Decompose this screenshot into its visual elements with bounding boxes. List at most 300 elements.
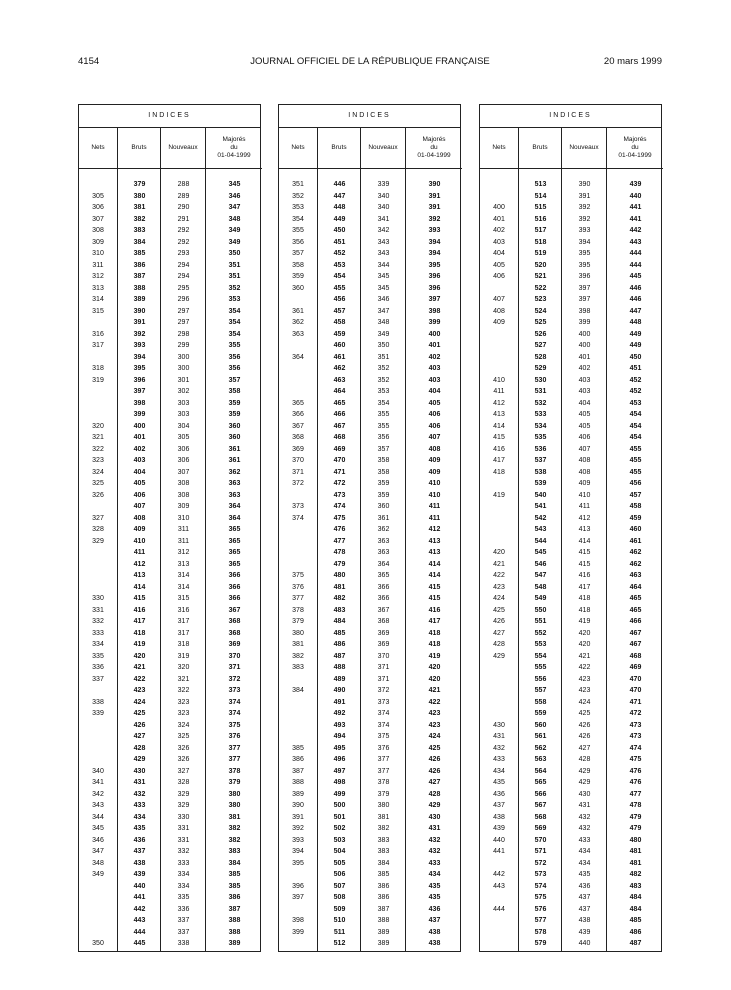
table-cell: 479 <box>629 813 642 821</box>
table-cell <box>279 731 317 743</box>
table-cell: 440 <box>493 836 505 844</box>
table-cell: 384 <box>377 859 390 867</box>
table-cell: 380 <box>133 192 146 200</box>
table-cell: 314 <box>177 583 190 591</box>
table-cell: 419 <box>578 618 591 625</box>
table-cell: 499 <box>333 790 346 798</box>
table-cell: 358 <box>228 388 241 395</box>
column-bruts <box>117 169 161 951</box>
table-cell: 538 <box>534 468 547 476</box>
table-cell: 536 <box>534 445 547 453</box>
table-cell <box>480 685 518 697</box>
table-cell: 417 <box>578 583 591 591</box>
table-cell: 378 <box>292 606 304 614</box>
table-cell: 564 <box>534 767 547 775</box>
table-cell: 387 <box>228 905 241 913</box>
table-cell: 368 <box>228 618 241 625</box>
table-cell: 543 <box>534 526 547 533</box>
table-cell: 496 <box>333 756 346 763</box>
table-cell: 359 <box>377 491 390 499</box>
table-cell: 384 <box>133 238 146 246</box>
table-cell <box>480 927 518 939</box>
table-cell: 427 <box>493 629 505 637</box>
table-cell: 449 <box>629 330 642 338</box>
table-cell: 393 <box>578 227 591 234</box>
table-cell: 393 <box>292 836 304 844</box>
column-bruts <box>317 169 361 951</box>
table-body <box>480 169 661 951</box>
table-cell <box>79 720 117 732</box>
column-majores <box>606 169 664 951</box>
table-cell: 386 <box>133 261 146 269</box>
table-cell: 311 <box>177 526 190 533</box>
table-cell: 415 <box>493 434 505 441</box>
table-cell: 383 <box>228 848 241 855</box>
table-cell: 406 <box>133 491 146 499</box>
table-cell: 523 <box>534 296 547 303</box>
table-cell: 405 <box>578 422 591 430</box>
table-cell <box>279 559 317 571</box>
table-cell: 376 <box>228 733 241 740</box>
table-cell: 436 <box>428 905 441 913</box>
table-cell: 451 <box>629 365 642 372</box>
table-cell: 372 <box>292 480 304 487</box>
table-cell: 531 <box>534 388 547 395</box>
table-cell: 449 <box>629 342 642 349</box>
table-cell: 467 <box>333 422 346 430</box>
table-cell: 367 <box>292 422 304 430</box>
table-cell: 474 <box>629 744 642 752</box>
table-cell: 407 <box>428 434 441 441</box>
table-cell: 346 <box>92 836 104 844</box>
table-cell: 466 <box>333 411 346 418</box>
table-cell: 403 <box>428 365 441 372</box>
table-cell: 311 <box>92 261 104 269</box>
table-cell: 294 <box>177 261 190 269</box>
table-cell: 334 <box>177 871 190 878</box>
table-cell: 360 <box>377 503 390 510</box>
table-cell: 373 <box>292 503 304 510</box>
table-cell: 378 <box>228 767 241 775</box>
table-cell <box>480 708 518 720</box>
table-cell: 294 <box>177 273 190 280</box>
table-cell: 552 <box>534 629 547 637</box>
table-cell: 426 <box>578 721 591 729</box>
table-cell: 350 <box>377 342 390 349</box>
table-cell: 412 <box>133 560 146 568</box>
column-header-nets: Nets <box>79 127 117 169</box>
table-cell: 380 <box>228 790 241 798</box>
table-cell: 459 <box>333 330 346 338</box>
table-cell: 398 <box>292 917 304 924</box>
table-cell: 304 <box>177 422 190 430</box>
table-cell: 364 <box>377 560 390 568</box>
table-cell: 396 <box>428 273 441 280</box>
table-cell: 382 <box>228 825 241 832</box>
table-cell: 430 <box>428 813 441 821</box>
table-cell: 397 <box>133 388 146 395</box>
table-cell: 427 <box>428 779 441 786</box>
column-nouveaux <box>561 169 607 951</box>
table-cell: 467 <box>629 629 642 637</box>
table-cell: 398 <box>578 307 591 315</box>
table-cell: 419 <box>133 641 146 648</box>
table-cell: 466 <box>629 618 642 625</box>
table-cell: 337 <box>92 675 104 683</box>
column-header-nouveaux: Nouveaux <box>360 127 405 169</box>
table-cell: 331 <box>92 606 104 614</box>
table-cell: 509 <box>333 905 346 913</box>
table-cell: 371 <box>292 468 304 476</box>
table-cell: 567 <box>534 802 547 809</box>
table-cell: 397 <box>428 296 441 303</box>
table-cell: 388 <box>228 917 241 924</box>
table-cell: 396 <box>292 882 304 890</box>
table-cell: 314 <box>92 296 104 303</box>
table-cell: 439 <box>493 825 505 832</box>
table-cell <box>79 352 117 364</box>
table-cell <box>480 283 518 295</box>
table-cell: 574 <box>534 882 547 890</box>
table-cell: 373 <box>228 687 241 694</box>
table-cell: 369 <box>292 445 304 453</box>
table-cell: 416 <box>493 445 505 453</box>
table-cell <box>480 340 518 352</box>
table-cell: 436 <box>133 836 146 844</box>
table-cell <box>480 329 518 341</box>
table-cell: 345 <box>377 273 390 280</box>
table-cell: 428 <box>493 641 505 648</box>
table-cell: 423 <box>428 721 441 729</box>
table-cell: 444 <box>629 250 642 257</box>
table-cell: 424 <box>428 733 441 740</box>
table-cell: 419 <box>428 652 441 660</box>
column-header-nets: Nets <box>480 127 518 169</box>
table-cell: 429 <box>578 779 591 786</box>
table-cell: 438 <box>493 813 505 821</box>
table-cell <box>79 547 117 559</box>
table-cell: 388 <box>377 917 390 924</box>
column-header-bruts: Bruts <box>518 127 561 169</box>
table-cell: 326 <box>92 491 104 499</box>
table-cell: 354 <box>228 319 241 326</box>
table-cell: 456 <box>333 296 346 303</box>
table-cell: 413 <box>578 526 591 533</box>
table-cell: 445 <box>133 940 146 947</box>
table-cell: 387 <box>133 273 146 280</box>
table-cell: 345 <box>228 181 241 188</box>
table-cell: 337 <box>177 928 190 936</box>
table-cell: 392 <box>428 215 441 223</box>
table-cell: 414 <box>133 583 146 591</box>
table-cell: 377 <box>228 744 241 752</box>
table-cell: 440 <box>578 940 591 947</box>
table-cell <box>79 398 117 410</box>
table-cell: 485 <box>333 629 346 637</box>
table-body <box>79 169 260 951</box>
table-cell: 453 <box>629 399 642 407</box>
table-cell: 366 <box>228 583 241 591</box>
table-cell: 455 <box>629 457 642 464</box>
table-cell: 443 <box>133 917 146 924</box>
table-cell: 353 <box>377 388 390 395</box>
table-cell: 522 <box>534 284 547 292</box>
table-cell <box>79 501 117 513</box>
table-cell: 434 <box>578 859 591 867</box>
table-cell: 501 <box>333 813 346 821</box>
table-cell: 402 <box>493 227 505 234</box>
table-cell: 557 <box>534 687 547 694</box>
table-cell: 381 <box>133 204 146 211</box>
table-cell: 365 <box>228 549 241 556</box>
table-cell: 339 <box>377 181 390 188</box>
table-cell: 415 <box>578 560 591 568</box>
table-cell: 393 <box>428 227 441 234</box>
table-cell: 481 <box>333 583 346 591</box>
table-cell: 439 <box>133 871 146 878</box>
table-cell: 420 <box>133 652 146 660</box>
page-header <box>78 56 662 70</box>
table-cell: 376 <box>377 744 390 752</box>
column-header-bruts: Bruts <box>317 127 360 169</box>
table-cell: 387 <box>377 905 390 913</box>
table-cell: 329 <box>177 802 190 809</box>
table-cell: 479 <box>333 560 346 568</box>
table-cell: 330 <box>92 595 104 602</box>
table-cell: 420 <box>578 641 591 648</box>
table-cell: 502 <box>333 825 346 832</box>
table-cell: 429 <box>133 756 146 763</box>
table-cell: 400 <box>133 422 146 430</box>
table-cell: 385 <box>377 871 390 878</box>
table-cell: 415 <box>428 595 441 602</box>
table-cell: 465 <box>629 595 642 602</box>
table-cell: 353 <box>228 296 241 303</box>
table-cell: 485 <box>629 917 642 924</box>
table-cell: 365 <box>377 572 390 579</box>
table-cell: 326 <box>177 744 190 752</box>
table-cell: 307 <box>92 215 104 223</box>
table-cell: 351 <box>228 273 241 280</box>
table-cell: 465 <box>629 606 642 614</box>
table-cell: 426 <box>133 721 146 729</box>
table-cell: 353 <box>292 204 304 211</box>
table-cell: 352 <box>228 284 241 292</box>
table-cell: 363 <box>377 549 390 556</box>
table-cell: 475 <box>333 514 346 522</box>
table-cell: 395 <box>578 261 591 269</box>
table-cell: 402 <box>578 365 591 372</box>
table-cell: 411 <box>578 503 591 510</box>
table-cell: 344 <box>92 813 104 821</box>
table-cell <box>279 938 317 950</box>
table-cell: 409 <box>133 526 146 533</box>
table-cell: 389 <box>377 940 390 947</box>
table-cell: 575 <box>534 894 547 901</box>
table-cell: 546 <box>534 560 547 568</box>
table-cell: 354 <box>228 307 241 315</box>
table-cell: 350 <box>228 250 241 257</box>
table-cell: 458 <box>629 503 642 510</box>
table-cell <box>480 524 518 536</box>
table-cell: 351 <box>292 181 304 188</box>
table-cell: 401 <box>493 215 505 223</box>
column-nets <box>480 169 518 951</box>
table-cell: 318 <box>177 641 190 648</box>
table-cell: 432 <box>133 790 146 798</box>
table-cell: 404 <box>493 250 505 257</box>
table-cell: 430 <box>133 767 146 775</box>
table-cell: 578 <box>534 928 547 936</box>
table-cell: 455 <box>333 284 346 292</box>
table-cell: 470 <box>333 457 346 464</box>
table-cell: 455 <box>629 445 642 453</box>
table-cell: 427 <box>578 744 591 752</box>
table-cell: 394 <box>578 238 591 246</box>
table-cell: 489 <box>333 675 346 683</box>
table-cell: 488 <box>333 664 346 671</box>
table-cell: 341 <box>377 215 390 223</box>
table-cell: 337 <box>177 917 190 924</box>
table-cell: 398 <box>428 307 441 315</box>
table-cell: 436 <box>493 790 505 798</box>
table-cell: 316 <box>177 606 190 614</box>
table-cell: 437 <box>578 894 591 901</box>
table-cell: 406 <box>578 434 591 441</box>
table-title: INDICES <box>79 105 260 128</box>
table-cell: 370 <box>377 652 390 660</box>
table-cell: 435 <box>493 779 505 786</box>
table-cell: 401 <box>428 342 441 349</box>
table-cell: 376 <box>292 583 304 591</box>
table-cell: 382 <box>133 215 146 223</box>
table-cell: 414 <box>578 537 591 545</box>
table-cell: 390 <box>133 307 146 315</box>
table-cell: 436 <box>578 882 591 890</box>
table-cell: 415 <box>578 549 591 556</box>
table-cell: 461 <box>333 353 346 361</box>
table-cell: 361 <box>228 445 241 453</box>
table-cell: 372 <box>377 687 390 694</box>
table-cell: 420 <box>428 664 441 671</box>
page-number: 4154 <box>78 56 100 67</box>
table-cell: 450 <box>629 353 642 361</box>
table-cell: 494 <box>333 733 346 740</box>
table-cell: 319 <box>92 376 104 384</box>
indices-table-1 <box>78 104 261 952</box>
table-cell: 478 <box>333 549 346 556</box>
table-cell: 475 <box>629 756 642 763</box>
table-cell <box>279 340 317 352</box>
table-cell: 433 <box>578 836 591 844</box>
column-header-nets: Nets <box>279 127 317 169</box>
table-cell: 391 <box>428 192 441 200</box>
table-cell: 338 <box>177 940 190 947</box>
table-cell: 292 <box>177 238 190 246</box>
table-cell: 385 <box>133 250 146 257</box>
table-cell: 374 <box>228 698 241 706</box>
table-cell <box>279 536 317 548</box>
table-cell: 411 <box>428 514 441 522</box>
table-cell: 433 <box>493 756 505 763</box>
table-cell: 482 <box>629 871 642 878</box>
table-cell: 290 <box>177 204 190 211</box>
table-cell: 462 <box>629 549 642 556</box>
table-cell <box>79 582 117 594</box>
table-cell: 414 <box>428 572 441 579</box>
table-cell: 366 <box>377 595 390 602</box>
table-cell: 379 <box>133 181 146 188</box>
table-cell: 374 <box>228 710 241 717</box>
table-cell: 394 <box>428 250 441 257</box>
table-cell: 390 <box>578 181 591 188</box>
table-cell: 403 <box>578 388 591 395</box>
table-cell <box>279 490 317 502</box>
table-cell: 558 <box>534 698 547 706</box>
table-cell: 346 <box>377 296 390 303</box>
table-cell: 473 <box>629 733 642 740</box>
table-cell: 520 <box>534 261 547 269</box>
table-cell: 386 <box>292 756 304 763</box>
table-cell: 388 <box>292 779 304 786</box>
table-cell: 418 <box>493 468 505 476</box>
table-cell: 377 <box>377 756 390 763</box>
table-cell: 377 <box>377 767 390 775</box>
column-nouveaux <box>160 169 206 951</box>
table-cell: 442 <box>493 871 505 878</box>
table-cell: 430 <box>578 790 591 798</box>
table-cell: 410 <box>493 376 505 384</box>
table-cell: 562 <box>534 744 547 752</box>
table-cell: 455 <box>629 468 642 476</box>
table-cell: 411 <box>493 388 505 395</box>
table-cell: 517 <box>534 227 547 234</box>
table-cell: 428 <box>133 744 146 752</box>
table-cell: 352 <box>377 376 390 384</box>
table-cell: 464 <box>629 583 642 591</box>
table-cell: 434 <box>578 848 591 855</box>
table-cell: 503 <box>333 836 346 844</box>
table-cell: 322 <box>177 687 190 694</box>
table-cell <box>79 904 117 916</box>
table-cell: 385 <box>292 744 304 752</box>
table-cell: 331 <box>177 836 190 844</box>
table-cell: 357 <box>377 445 390 453</box>
table-cell: 463 <box>333 376 346 384</box>
table-cell: 440 <box>133 882 146 890</box>
table-cell: 380 <box>377 802 390 809</box>
table-cell: 293 <box>177 250 190 257</box>
table-cell: 405 <box>493 261 505 269</box>
table-cell: 355 <box>377 411 390 418</box>
table-cell <box>480 191 518 203</box>
table-cell: 289 <box>177 192 190 200</box>
table-cell: 358 <box>377 468 390 476</box>
table-cell: 423 <box>428 710 441 717</box>
table-cell: 401 <box>133 434 146 441</box>
table-cell: 395 <box>133 365 146 372</box>
table-cell: 400 <box>578 330 591 338</box>
table-cell: 310 <box>177 514 190 522</box>
table-cell: 441 <box>133 894 146 901</box>
table-cell: 437 <box>133 848 146 855</box>
table-cell: 367 <box>228 606 241 614</box>
table-cell <box>480 501 518 513</box>
table-cell: 317 <box>177 629 190 637</box>
table-cell: 492 <box>333 710 346 717</box>
table-cell <box>480 513 518 525</box>
table-cell: 413 <box>428 537 441 545</box>
